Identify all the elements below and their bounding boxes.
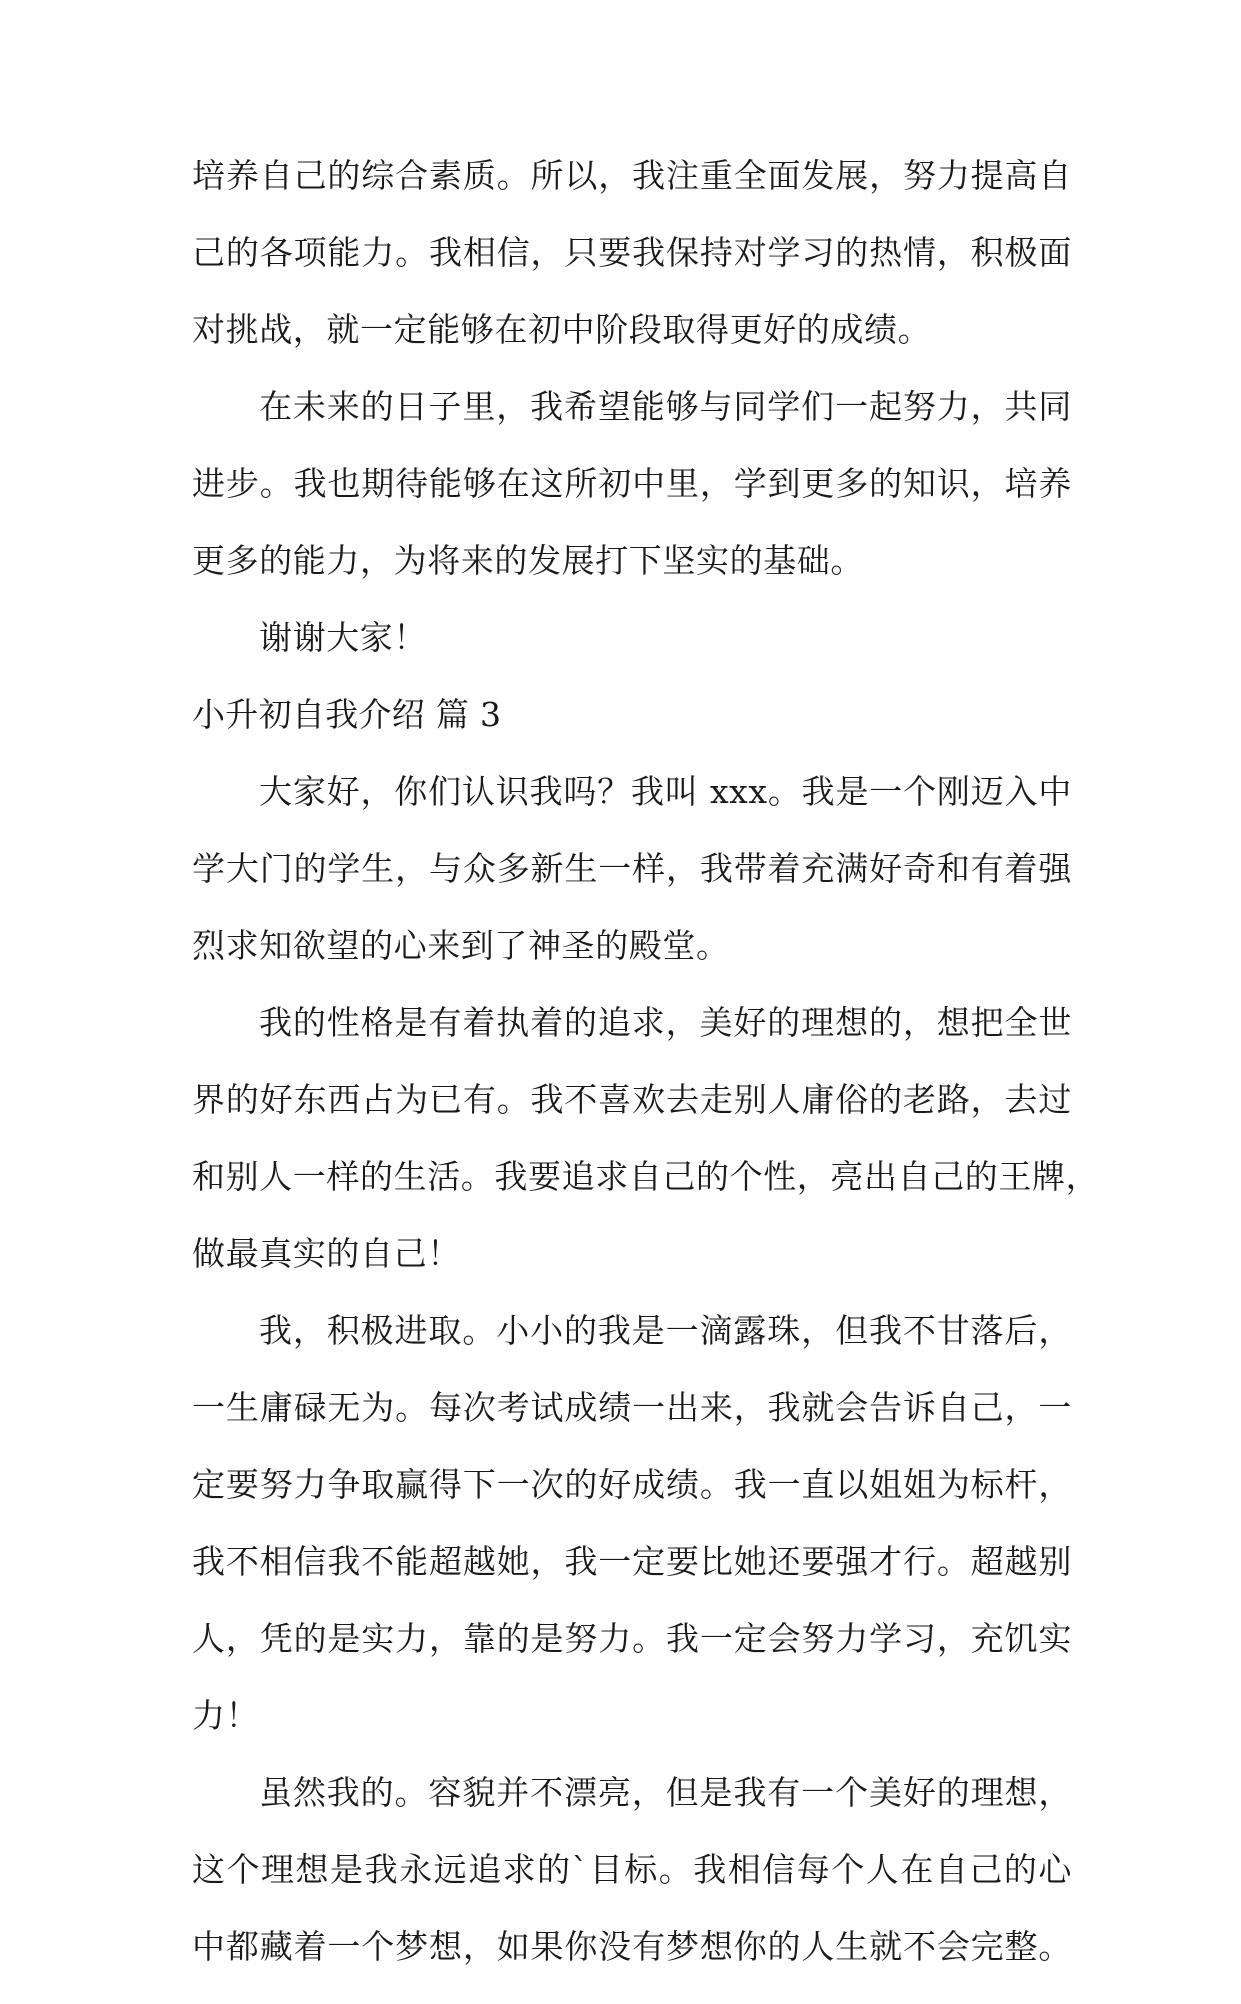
paragraph-line: 培养自己的综合素质。所以，我注重全面发展，努力提高自 (192, 156, 1072, 195)
paragraph-line: 人，凭的是实力，靠的是努力。我一定会努力学习，充饥实 (192, 1619, 1072, 1658)
paragraph-line: 一生庸碌无为。每次考试成绩一出来，我就会告诉自己，一 (192, 1388, 1072, 1427)
paragraph-line: 更多的能力，为将来的发展打下坚实的基础。 (192, 541, 864, 580)
paragraph-line: 己的各项能力。我相信，只要我保持对学习的热情，积极面 (192, 233, 1072, 272)
paragraph-line: 界的好东西占为已有。我不喜欢去走别人庸俗的老路，去过 (192, 1080, 1072, 1119)
paragraph-line: 学大门的学生，与众多新生一样，我带着充满好奇和有着强 (192, 849, 1072, 888)
paragraph-line: 我不相信我不能超越她，我一定要比她还要强才行。超越别 (192, 1542, 1072, 1581)
paragraph-line: 定要努力争取赢得下一次的好成绩。我一直以姐姐为标杆， (192, 1465, 1072, 1504)
paragraph-line: 力！ (192, 1696, 260, 1735)
paragraph-line: 中都藏着一个梦想，如果你没有梦想你的人生就不会完整。 (192, 1927, 1072, 1966)
paragraph-line: 对挑战，就一定能够在初中阶段取得更好的成绩。 (192, 310, 932, 349)
paragraph-line: 烈求知欲望的心来到了神圣的殿堂。 (192, 926, 730, 965)
section-heading: 小升初自我介绍 篇 3 (192, 695, 502, 734)
paragraph-line: 做最真实的自己！ (192, 1234, 461, 1273)
paragraph-line: 谢谢大家！ (259, 618, 427, 657)
paragraph-line: 和别人一样的生活。我要追求自己的个性，亮出自己的王牌， (192, 1157, 1100, 1196)
paragraph-line: 进步。我也期待能够在这所初中里，学到更多的知识，培养 (192, 464, 1072, 503)
paragraph-line: 虽然我的。容貌并不漂亮，但是我有一个美好的理想， (259, 1773, 1072, 1812)
paragraph-line: 在未来的日子里，我希望能够与同学们一起努力，共同 (259, 387, 1072, 426)
paragraph-line: 大家好，你们认识我吗？我叫 xxx。我是一个刚迈入中 (259, 772, 1072, 811)
paragraph-line: 这个理想是我永远追求的`目标。我相信每个人在自己的心 (192, 1850, 1072, 1889)
paragraph-line: 我，积极进取。小小的我是一滴露珠，但我不甘落后， (259, 1311, 1072, 1350)
paragraph-line: 我的性格是有着执着的追求，美好的理想的，想把全世 (259, 1003, 1072, 1042)
document-page (192, 156, 1100, 2004)
